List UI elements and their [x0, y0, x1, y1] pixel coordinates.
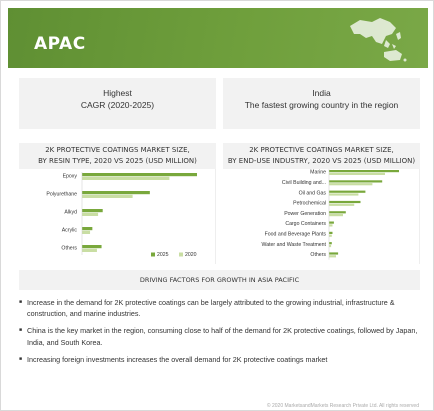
bar-2020	[82, 195, 133, 198]
category-label: Polyurethane	[46, 191, 77, 198]
category-label: Cargo Containers	[285, 221, 326, 228]
category-label: Civil Building and...	[281, 180, 326, 186]
end-use-industry-chart	[223, 169, 420, 264]
category-label: Oil and Gas	[298, 190, 326, 197]
category-label: Alkyd	[64, 209, 77, 216]
category-label: Power Generation	[284, 210, 326, 217]
bar-2020	[329, 183, 372, 185]
bar-2025	[329, 232, 333, 234]
bar-2025	[82, 227, 92, 230]
chart-title-line: 2K PROTECTIVE COATINGS MARKET SIZE,	[45, 146, 190, 154]
bar-2025	[329, 252, 338, 254]
category-label: Marine	[310, 169, 326, 176]
resin-type-chart-svg	[19, 169, 216, 264]
highlight-title: Highest	[103, 88, 132, 98]
list-item: ■ China is the key market in the region, consuming close to half of the demand for 2K protective coatings, followed by Japan, India, and South Korea.	[19, 325, 420, 347]
end-use-chart-title	[223, 143, 420, 169]
chart-title-line: BY END-USE INDUSTRY, 2020 VS 2025 (USD MILLION)	[227, 157, 416, 165]
list-item: ■ Increase in the demand for 2K protective coatings can be largely attributed to the growing industrial, infrastructure & construction, and marine industries.	[19, 297, 420, 319]
bar-2025	[329, 170, 399, 172]
bar-2025	[82, 209, 103, 212]
chart-title-line: 2K PROTECTIVE COATINGS MARKET SIZE,	[249, 146, 394, 154]
bar-2025	[329, 201, 361, 203]
resin-type-chart	[19, 169, 216, 264]
bar-2020	[82, 231, 90, 234]
legend-label: 2020	[185, 252, 197, 258]
category-label: Water and Waste Treatment	[261, 241, 326, 248]
asia-map-icon	[346, 14, 410, 64]
highest-cagr-box	[19, 78, 216, 129]
chart-title-line: BY RESIN TYPE, 2020 VS 2025 (USD MILLION)	[38, 157, 197, 165]
bar-2020	[329, 235, 332, 237]
bar-2020	[329, 224, 333, 226]
bar-2020	[329, 193, 358, 195]
bar-2025	[329, 222, 334, 224]
bar-2025	[329, 211, 346, 213]
region-banner	[8, 8, 428, 68]
list-item: ■ Increasing foreign investments increases the overall demand for 2K protective coatings market	[19, 354, 420, 365]
bar-2020	[329, 214, 343, 216]
bar-2020	[82, 249, 97, 252]
bar-2025	[82, 245, 102, 248]
bar-2020	[329, 245, 331, 247]
category-label: Epoxy	[62, 173, 77, 180]
end-use-industry-chart-svg	[223, 169, 420, 264]
category-label: Food and Beverage Plants	[264, 231, 326, 238]
resin-chart-title	[19, 143, 216, 169]
category-label: Others	[61, 245, 77, 252]
highlight-subtitle: The fastest growing country in the region	[244, 100, 399, 110]
bar-2025	[329, 242, 332, 244]
category-label: Petrochemical	[293, 200, 326, 207]
bar-2025	[82, 173, 197, 176]
bar-2020	[329, 173, 385, 175]
bar-2020	[82, 213, 98, 216]
category-label: Others	[310, 252, 326, 259]
category-label: Acrylic	[61, 227, 77, 234]
legend-swatch-2020	[179, 253, 183, 257]
region-title: APAC	[34, 34, 86, 54]
driving-factors-title: DRIVING FACTORS FOR GROWTH IN ASIA PACIFIC	[19, 270, 420, 290]
driving-factors-list	[19, 297, 420, 371]
bar-2020	[329, 255, 336, 257]
legend-swatch-2025	[151, 253, 155, 257]
bar-2020	[329, 204, 354, 206]
copyright-footer: © 2020 MarketsandMarkets Research Private Ltd. All rights reserved	[266, 403, 419, 409]
bar-2025	[329, 191, 365, 193]
bar-2025	[329, 180, 382, 182]
fastest-country-box	[223, 78, 420, 129]
legend-label: 2025	[157, 252, 169, 258]
bar-2020	[82, 177, 169, 180]
bar-2025	[82, 191, 150, 194]
highlight-title: India	[312, 88, 331, 98]
highlight-subtitle: CAGR (2020-2025)	[80, 100, 155, 110]
